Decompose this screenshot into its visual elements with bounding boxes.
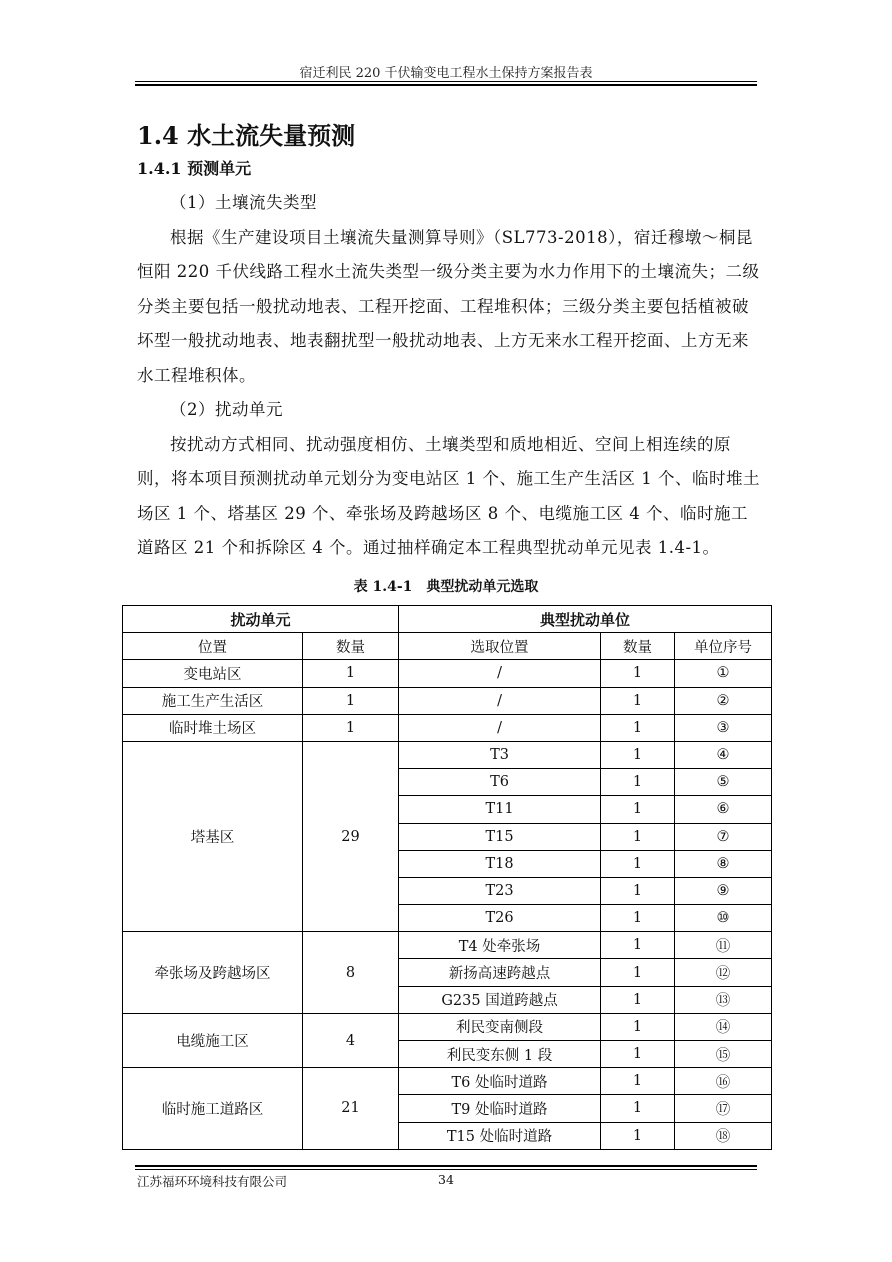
cell-selected-count: 1 bbox=[601, 905, 675, 932]
cell-selected-count: 1 bbox=[601, 1013, 675, 1040]
cell-location: 塔基区 bbox=[123, 741, 303, 931]
table-column-header-row bbox=[123, 633, 772, 660]
cell-selected-location: / bbox=[399, 714, 601, 741]
cell-selected-count: 1 bbox=[601, 850, 675, 877]
column-header-selected-count: 数量 bbox=[601, 633, 675, 660]
cell-selected-location: 利民变南侧段 bbox=[399, 1013, 601, 1040]
cell-selected-count: 1 bbox=[601, 1041, 675, 1068]
table-row bbox=[123, 741, 772, 768]
cell-selected-count: 1 bbox=[601, 687, 675, 714]
cell-selected-location: / bbox=[399, 660, 601, 687]
cell-serial: ⑭ bbox=[675, 1013, 772, 1040]
table-row bbox=[123, 660, 772, 687]
cell-selected-location: T15 bbox=[399, 823, 601, 850]
cell-location: 变电站区 bbox=[123, 660, 303, 687]
cell-selected-location: T4 处牵张场 bbox=[399, 932, 601, 959]
column-header-count: 数量 bbox=[303, 633, 399, 660]
cell-count: 1 bbox=[303, 660, 399, 687]
cell-selected-count: 1 bbox=[601, 1095, 675, 1122]
column-header-location: 位置 bbox=[123, 633, 303, 660]
cell-count: 29 bbox=[303, 741, 399, 931]
cell-selected-location: T18 bbox=[399, 850, 601, 877]
footer-company-name: 江苏福环环境科技有限公司 bbox=[137, 1174, 288, 1189]
cell-serial: ⑦ bbox=[675, 823, 772, 850]
cell-serial: ④ bbox=[675, 741, 772, 768]
cell-serial: ⑫ bbox=[675, 959, 772, 986]
footer-divider-thick bbox=[135, 1165, 757, 1167]
cell-count: 21 bbox=[303, 1068, 399, 1150]
paragraph-disturbance-unit: 按扰动方式相同、扰动强度相仿、土壤类型和质地相近、空间上相连续的原则，将本项目预测扰动单元划分为变电站区 1 个、施工生产生活区 1 个、临时堆土场区 1 个、塔基区 29 个、牵张场及跨越场区 8 个、电缆施工区 4 个、临时施工道路区 21 个和拆除区 4 个。通过抽样确定本工程典型扰动单元见表 1.4-1。 bbox=[137, 434, 760, 557]
table-group-header-row bbox=[123, 606, 772, 633]
cell-selected-count: 1 bbox=[601, 741, 675, 768]
header-divider-thick bbox=[135, 84, 757, 86]
column-header-serial: 单位序号 bbox=[675, 633, 772, 660]
column-header-selected-location: 选取位置 bbox=[399, 633, 601, 660]
cell-selected-count: 1 bbox=[601, 877, 675, 904]
cell-selected-location: G235 国道跨越点 bbox=[399, 986, 601, 1013]
table-caption: 表 1.4-1 典型扰动单元选取 bbox=[353, 579, 539, 595]
cell-serial: ⑯ bbox=[675, 1068, 772, 1095]
cell-serial: ⑱ bbox=[675, 1122, 772, 1149]
cell-selected-location: T3 bbox=[399, 741, 601, 768]
cell-selected-count: 1 bbox=[601, 823, 675, 850]
cell-selected-location: 利民变东侧 1 段 bbox=[399, 1041, 601, 1068]
cell-selected-count: 1 bbox=[601, 986, 675, 1013]
cell-serial: ① bbox=[675, 660, 772, 687]
table-row bbox=[123, 1013, 772, 1040]
cell-serial: ⑰ bbox=[675, 1095, 772, 1122]
cell-count: 8 bbox=[303, 932, 399, 1014]
heading-disturbance-unit: （2）扰动单元 bbox=[170, 400, 283, 419]
cell-selected-location: T11 bbox=[399, 796, 601, 823]
subsection-title: 1.4.1 预测单元 bbox=[137, 159, 252, 178]
cell-selected-location: T26 bbox=[399, 905, 601, 932]
cell-count: 1 bbox=[303, 714, 399, 741]
cell-location: 临时堆土场区 bbox=[123, 714, 303, 741]
cell-selected-location: 新扬高速跨越点 bbox=[399, 959, 601, 986]
cell-selected-location: T6 bbox=[399, 769, 601, 796]
cell-selected-count: 1 bbox=[601, 769, 675, 796]
heading-soil-loss-type: （1）土壤流失类型 bbox=[170, 193, 317, 212]
cell-selected-count: 1 bbox=[601, 1122, 675, 1149]
cell-selected-count: 1 bbox=[601, 1068, 675, 1095]
cell-serial: ③ bbox=[675, 714, 772, 741]
cell-serial: ⑧ bbox=[675, 850, 772, 877]
cell-selected-location: T6 处临时道路 bbox=[399, 1068, 601, 1095]
section-title: 1.4 水土流失量预测 bbox=[137, 121, 356, 150]
cell-location: 电缆施工区 bbox=[123, 1013, 303, 1067]
table-row bbox=[123, 932, 772, 959]
cell-selected-count: 1 bbox=[601, 660, 675, 687]
disturbance-unit-table bbox=[122, 605, 772, 1150]
cell-count: 4 bbox=[303, 1013, 399, 1067]
cell-selected-location: / bbox=[399, 687, 601, 714]
table-row bbox=[123, 714, 772, 741]
group-header-disturbance-unit: 扰动单元 bbox=[123, 606, 399, 633]
page-number: 34 bbox=[438, 1172, 454, 1187]
cell-selected-count: 1 bbox=[601, 796, 675, 823]
header-divider bbox=[135, 81, 757, 82]
body-text bbox=[137, 186, 761, 566]
cell-selected-location: T9 处临时道路 bbox=[399, 1095, 601, 1122]
table-row bbox=[123, 687, 772, 714]
cell-serial: ⑩ bbox=[675, 905, 772, 932]
cell-serial: ⑥ bbox=[675, 796, 772, 823]
cell-selected-count: 1 bbox=[601, 932, 675, 959]
group-header-typical-unit: 典型扰动单位 bbox=[399, 606, 772, 633]
cell-location: 牵张场及跨越场区 bbox=[123, 932, 303, 1014]
cell-serial: ⑤ bbox=[675, 769, 772, 796]
cell-serial: ⑮ bbox=[675, 1041, 772, 1068]
paragraph-soil-loss-type: 根据《生产建设项目土壤流失量测算导则》（SL773-2018），宿迁穆墩～桐昆恒阳 220 千伏线路工程水土流失类型一级分类主要为水力作用下的土壤流失；二级分类主要包括一般扰动地表、工程开挖面、工程堆积体；三级分类主要包括植被破坏型一般扰动地表、地表翻扰型一般扰动地表、上方无来水工程开挖面、上方无来水工程堆积体。 bbox=[137, 227, 760, 385]
cell-serial: ⑬ bbox=[675, 986, 772, 1013]
cell-selected-count: 1 bbox=[601, 959, 675, 986]
cell-serial: ⑪ bbox=[675, 932, 772, 959]
cell-selected-location: T15 处临时道路 bbox=[399, 1122, 601, 1149]
cell-count: 1 bbox=[303, 687, 399, 714]
cell-location: 临时施工道路区 bbox=[123, 1068, 303, 1150]
cell-serial: ② bbox=[675, 687, 772, 714]
footer-divider bbox=[135, 1169, 757, 1170]
page-header-title: 宿迁利民 220 千伏输变电工程水土保持方案报告表 bbox=[299, 66, 593, 81]
cell-location: 施工生产生活区 bbox=[123, 687, 303, 714]
table-row bbox=[123, 1068, 772, 1095]
cell-serial: ⑨ bbox=[675, 877, 772, 904]
cell-selected-location: T23 bbox=[399, 877, 601, 904]
cell-selected-count: 1 bbox=[601, 714, 675, 741]
